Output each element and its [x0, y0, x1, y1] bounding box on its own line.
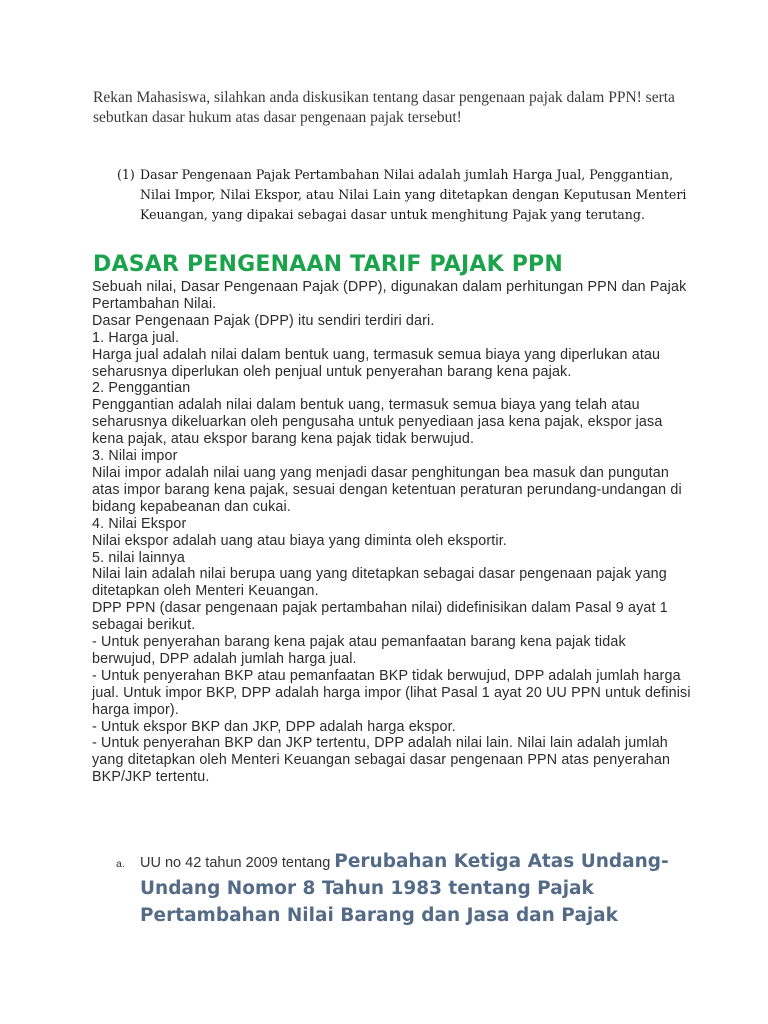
definition-item	[117, 165, 697, 225]
list-heading: 1. Harga jual.	[92, 329, 180, 346]
reference-title: Perubahan Ketiga Atas Undang-Undang Nomor 8 Tahun 1983 tentang Pajak Pertambahan Nilai Barang dan Jasa dan Pajak	[140, 851, 669, 926]
body-paragraph: Nilai impor adalah nilai uang yang menjadi dasar penghitungan bea masuk dan pungutan atas impor barang kena pajak, sesuai dengan ketentuan peraturan perundang-undangan di bidang kepabeanan dan cukai.	[92, 464, 682, 515]
legal-reference-item	[116, 849, 696, 930]
definition-number: (1)	[117, 167, 135, 182]
body-paragraph: Sebuah nilai, Dasar Pengenaan Pajak (DPP), digunakan dalam perhitungan PPN dan Pajak Pertambahan Nilai.	[92, 279, 687, 312]
reference-prefix: UU no 42 tahun 2009 tentang	[140, 855, 335, 871]
list-heading: 2. Penggantian	[92, 380, 191, 397]
list-heading: 4. Nilai Ekspor	[92, 515, 187, 532]
body-paragraph: Nilai lain adalah nilai berupa uang yang ditetapkan sebagai dasar pengenaan pajak yang ditetapkan oleh Menteri Keuangan.	[92, 566, 667, 600]
list-heading: 3. Nilai impor	[92, 448, 178, 465]
body-text	[92, 279, 692, 786]
reference-marker: a.	[116, 858, 125, 870]
bullet-item: - Untuk penyerahan barang kena pajak atau pemanfaatan barang kena pajak tidak berwujud, DPP adalah jumlah harga jual.	[92, 634, 626, 667]
body-paragraph: DPP PPN (dasar pengenaan pajak pertambahan nilai) didefinisikan dalam Pasal 9 ayat 1 sebagai berikut.	[92, 600, 668, 634]
reference-body	[140, 849, 696, 930]
bullet-item: - Untuk penyerahan BKP atau pemanfaatan BKP tidak berwujud, DPP adalah jumlah harga jual. Untuk impor BKP, DPP adalah harga impor (lihat Pasal 1 ayat 20 UU PPN untuk definisi harga impor).	[92, 667, 691, 718]
section-heading: DASAR PENGENAAN TARIF PAJAK PPN	[93, 252, 563, 277]
bullet-item: - Untuk ekspor BKP dan JKP, DPP adalah harga ekspor.	[92, 718, 456, 735]
list-heading: 5. nilai lainnya	[92, 549, 186, 566]
body-paragraph: Harga jual adalah nilai dalam bentuk uang, termasuk semua biaya yang diperlukan atau seharusnya diperlukan oleh penjual untuk penyerahan barang kena pajak.	[92, 346, 661, 380]
bullet-item: - Untuk penyerahan BKP dan JKP tertentu, DPP adalah nilai lain. Nilai lain adalah jumlah yang ditetapkan oleh Menteri Keuangan sebagai dasar pengenaan PPN atas penyerahan BKP/JKP tertentu.	[92, 735, 671, 786]
body-paragraph: Dasar Pengenaan Pajak (DPP) itu sendiri terdiri dari.	[92, 312, 435, 329]
body-paragraph: Nilai ekspor adalah uang atau biaya yang diminta oleh eksportir.	[92, 532, 507, 549]
definition-text: Dasar Pengenaan Pajak Pertambahan Nilai adalah jumlah Harga Jual, Penggantian, Nilai Impor, Nilai Ekspor, atau Nilai Lain yang ditetapkan dengan Keputusan Menteri Keuangan, yang dipakai sebagai dasar untuk menghitung Pajak yang terutang.	[140, 167, 687, 222]
body-paragraph: Penggantian adalah nilai dalam bentuk uang, termasuk semua biaya yang telah atau seharusnya dikeluarkan oleh pengusaha untuk penyediaan jasa kena pajak, ekspor jasa kena pajak, atau ekspor barang kena pajak tidak berwujud.	[92, 397, 663, 448]
discussion-prompt: Rekan Mahasiswa, silahkan anda diskusikan tentang dasar pengenaan pajak dalam PPN! serta sebutkan dasar hukum atas dasar pengenaan pajak tersebut!	[93, 89, 675, 126]
